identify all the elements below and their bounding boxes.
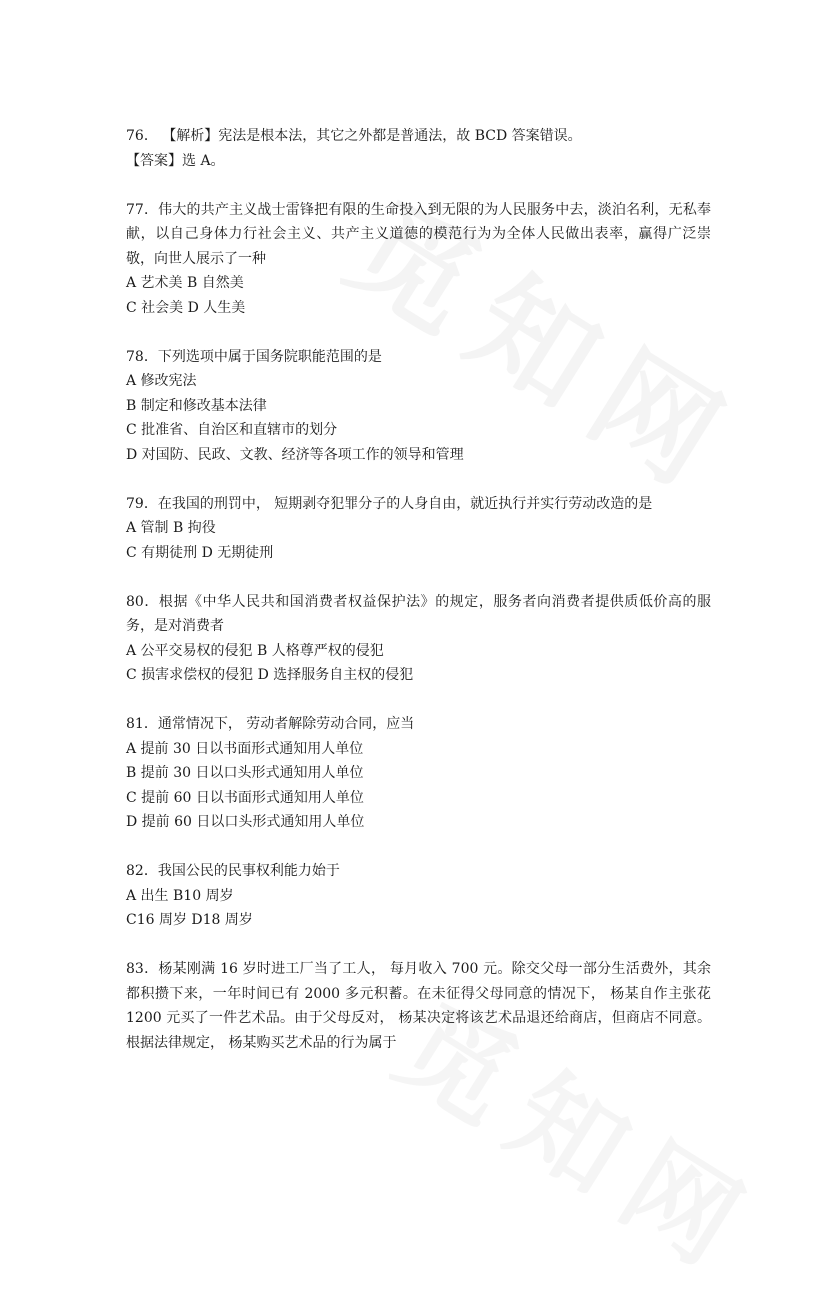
question-stem: 81．通常情况下， 劳动者解除劳动合同，应当	[126, 716, 415, 732]
option-line: B 提前 30 日以口头形式通知用人单位	[126, 765, 364, 781]
question-stem: 79．在我国的刑罚中， 短期剥夺犯罪分子的人身自由，就近执行并实行劳动改造的是	[126, 495, 653, 512]
question-80	[126, 590, 711, 688]
option-line: A 公平交易权的侵犯 B 人格尊严权的侵犯	[126, 642, 384, 659]
option-line: A 出生 B10 周岁	[126, 887, 234, 904]
option-line: D 对国防、民政、文教、经济等各项工作的领导和管理	[126, 446, 464, 463]
question-79	[126, 492, 711, 566]
option-line: D 提前 60 日以口头形式通知用人单位	[126, 814, 365, 830]
option-line: C 损害求偿权的侵犯 D 选择服务自主权的侵犯	[126, 667, 414, 683]
question-78	[126, 345, 711, 468]
option-line: C 提前 60 日以书面形式通知用人单位	[126, 789, 364, 806]
question-77	[126, 198, 711, 321]
question-stem: 82．我国公民的民事权利能力始于	[126, 863, 340, 879]
question-82	[126, 859, 711, 933]
question-stem: 77．伟大的共产主义战士雷锋把有限的生命投入到无限的为人民服务中去，淡泊名利，无私奉献，以自己身体力行社会主义、共产主义道德的模范行为为全体人民做出表率，赢得广泛崇敬，向世人展示了一种	[126, 201, 711, 267]
question-stem: 83．杨某刚满 16 岁时进工厂当了工人， 每月收入 700 元。除交父母一部分生活费外，其余都积攒下来，一年时间已有 2000 多元积蓄。在未征得父母同意的情况下， 杨某自作主张花 1200 元买了一件艺术品。由于父母反对， 杨某决定将该艺术品退还给商店，但商店不同意。根据法律规定， 杨某购买艺术品的行为属于	[126, 961, 711, 1051]
option-line: C 有期徒刑 D 无期徒刑	[126, 544, 274, 561]
question-stem: 80．根据《中华人民共和国消费者权益保护法》的规定，服务者向消费者提供质低价高的服务，是对消费者	[126, 593, 711, 634]
question-83	[126, 957, 711, 1055]
answer-block-76	[126, 124, 711, 173]
analysis-line: 76． 【解析】宪法是根本法，其它之外都是普通法，故 BCD 答案错误。	[126, 128, 582, 144]
document-page	[126, 124, 711, 1080]
option-line: A 提前 30 日以书面形式通知用人单位	[126, 740, 364, 757]
option-line: C 批准省、自治区和直辖市的划分	[126, 422, 338, 438]
option-line: A 管制 B 拘役	[126, 520, 216, 536]
option-line: B 制定和修改基本法律	[126, 397, 267, 414]
question-81	[126, 712, 711, 835]
option-line: C16 周岁 D18 周岁	[126, 912, 253, 928]
option-line: C 社会美 D 人生美	[126, 299, 246, 316]
answer-line: 【答案】选 A。	[126, 152, 225, 169]
question-stem: 78．下列选项中属于国务院职能范围的是	[126, 348, 382, 365]
option-line: A 修改宪法	[126, 373, 197, 389]
option-line: A 艺术美 B 自然美	[126, 275, 244, 291]
